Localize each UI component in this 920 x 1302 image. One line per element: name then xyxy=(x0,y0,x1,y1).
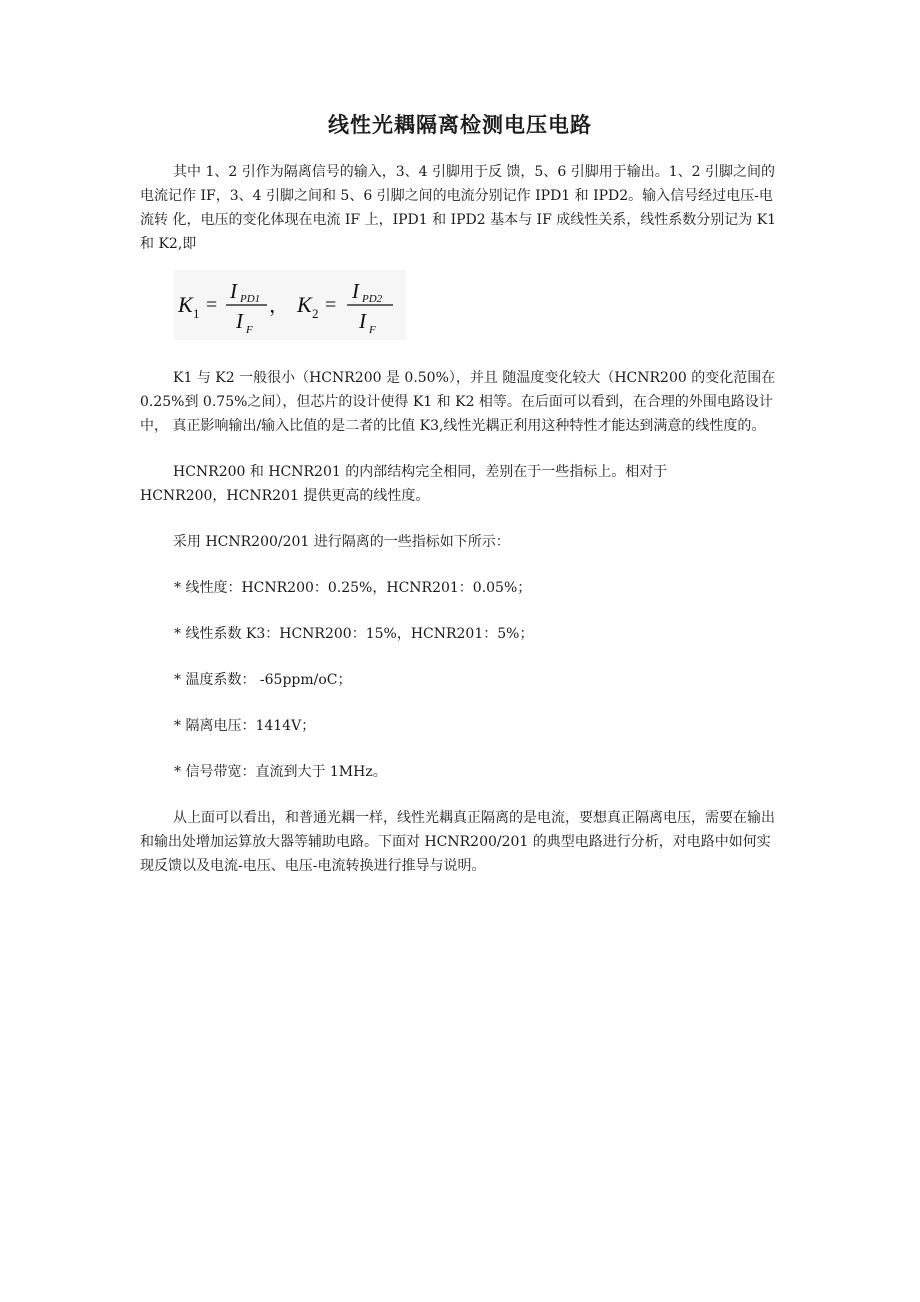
formula-num2: I xyxy=(352,279,359,303)
formula-separator: ， xyxy=(269,295,289,317)
spec-bullet-bandwidth: * 信号带宽：直流到大于 1MHz。 xyxy=(174,764,387,780)
formula-eq2: = xyxy=(325,294,337,316)
formula-den2: I xyxy=(359,309,366,333)
formula-k2: K xyxy=(297,292,312,317)
formula-k1: K xyxy=(178,292,193,317)
formula-den2-sub: F xyxy=(369,324,376,336)
formula-eq1: = xyxy=(206,294,218,316)
formula-graphic xyxy=(174,270,406,340)
spec-bullet-isolation-voltage: * 隔离电压：1414V； xyxy=(174,718,316,734)
paragraph-k1-k2: K1 与 K2 一般很小（HCNR200 是 0.50%），并且 随温度变化较大（HCNR200 的变化范围在 0.25%到 0.75%之间），但芯片的设计使得 K1 和 K2 相等。在后面可以看到，在合理的外围电路设计中， 真正影响输出/输入比值的是二者的比值 K3,线性光耦正利用这种特性才能达到满意的线性度的。 xyxy=(140,370,776,434)
formula-den1: I xyxy=(236,309,243,333)
formula-num1-sub: PD1 xyxy=(240,293,261,305)
formula-den1-sub: F xyxy=(246,324,253,336)
formula-k1-k2 xyxy=(174,270,406,340)
paragraph-spec-intro: 采用 HCNR200/201 进行隔离的一些指标如下所示： xyxy=(173,534,510,550)
formula-num1: I xyxy=(230,279,237,303)
spec-bullet-temperature: * 温度系数： -65ppm/oC； xyxy=(174,672,352,688)
paragraph-comparison-line1: HCNR200 和 HCNR201 的内部结构完全相同，差别在于一些指标上。相对于 xyxy=(173,464,668,480)
formula-num2-sub: PD2 xyxy=(362,293,383,305)
spec-bullet-k3: * 线性系数 K3：HCNR200：15%，HCNR201：5%； xyxy=(174,626,534,642)
paragraph-conclusion: 从上面可以看出，和普通光耦一样，线性光耦真正隔离的是电流，要想真正隔离电压，需要在输出和输出处增加运算放大器等辅助电路。下面对 HCNR200/201 的典型电路进行分析，对电路中如何实现反馈以及电流-电压、电压-电流转换进行推导与说明。 xyxy=(140,810,775,874)
spec-bullet-linearity: * 线性度：HCNR200：0.25%，HCNR201：0.05%； xyxy=(174,580,532,596)
paragraph-intro: 其中 1、2 引作为隔离信号的输入，3、4 引脚用于反 馈，5、6 引脚用于输出。1、2 引脚之间的电流记作 IF，3、4 引脚之间和 5、6 引脚之间的电流分别记作 IPD1 和 IPD2。输入信号经过电压-电流转 化，电压的变化体现在电流 IF 上，IPD1 和 IPD2 基本与 IF 成线性关系，线性系数分别记为 K1 和 K2,即 xyxy=(140,164,777,252)
page-title: 线性光耦隔离检测电压电路 xyxy=(328,113,592,137)
document-page xyxy=(140,108,780,878)
paragraph-comparison-line2: HCNR200，HCNR201 提供更高的线性度。 xyxy=(140,488,430,504)
formula-k1-sub: 1 xyxy=(193,306,200,321)
formula-k2-sub: 2 xyxy=(312,306,319,321)
